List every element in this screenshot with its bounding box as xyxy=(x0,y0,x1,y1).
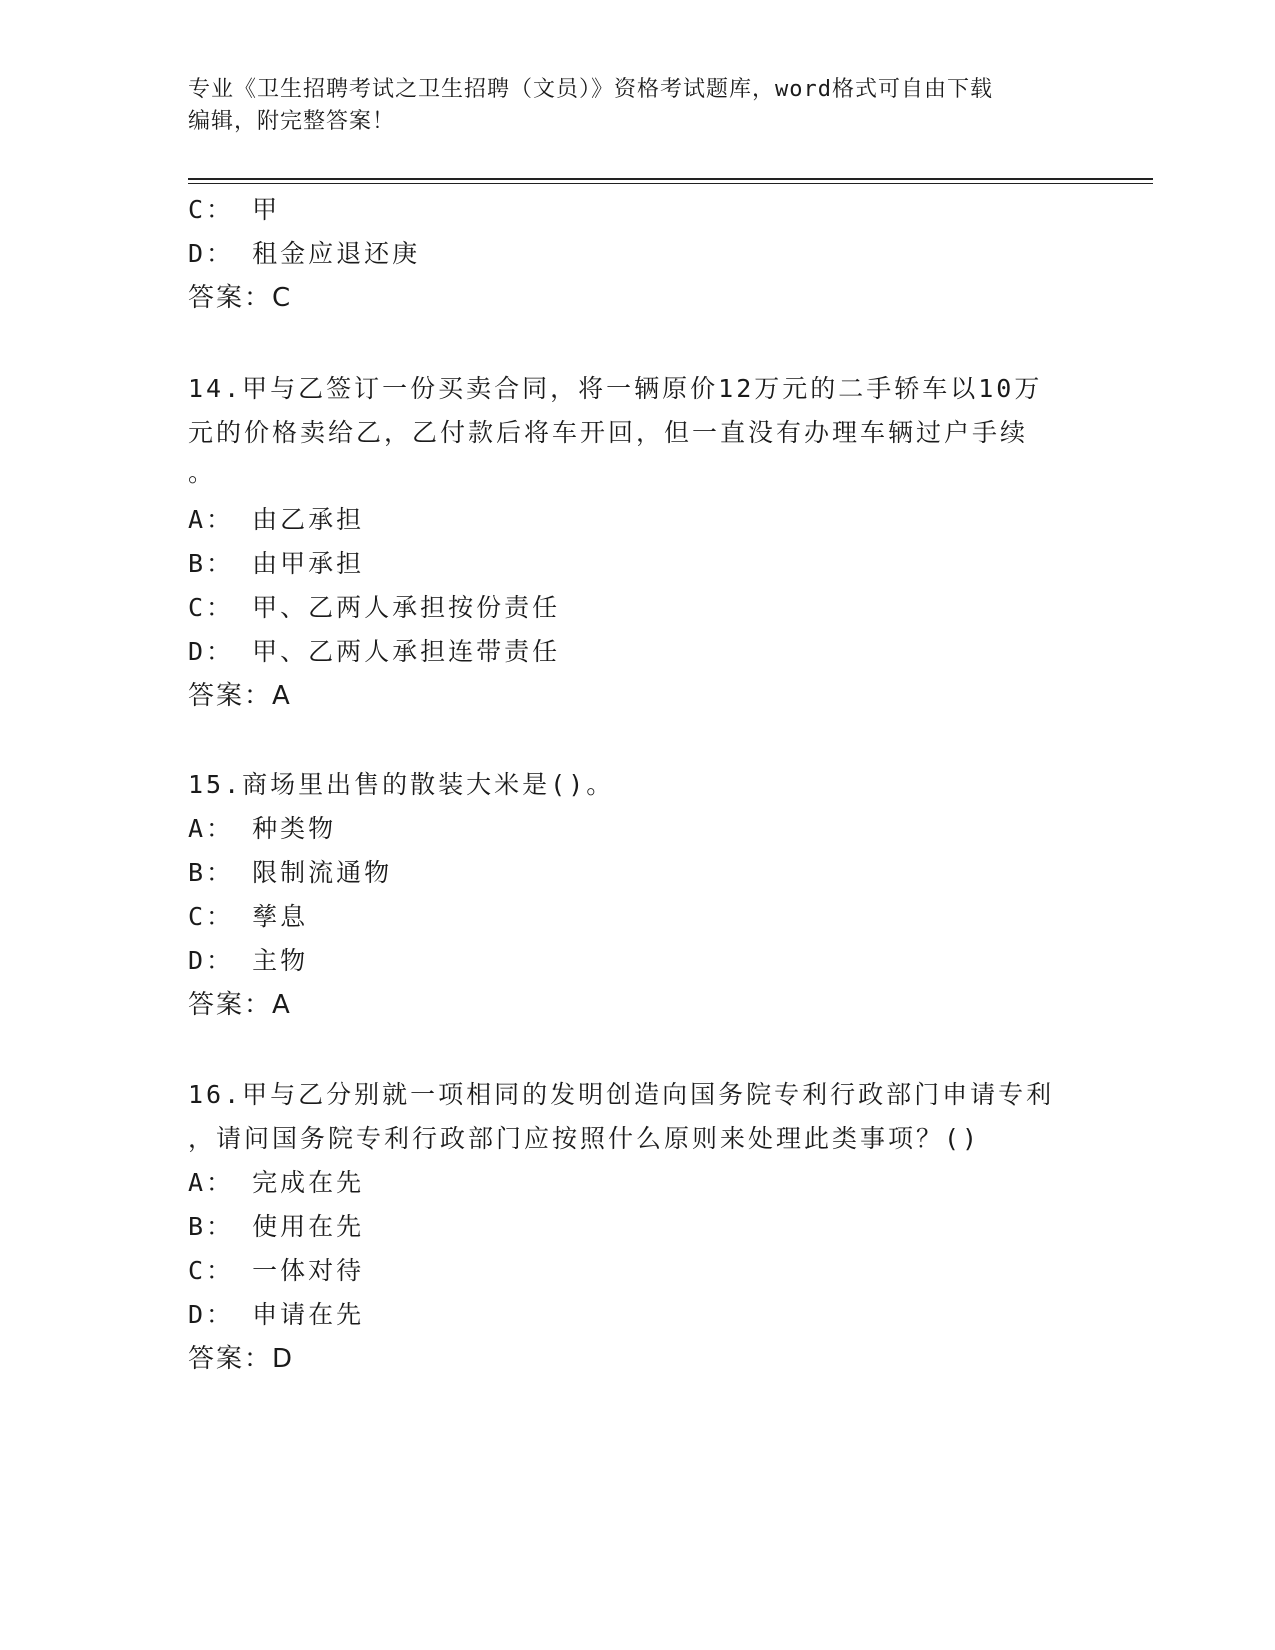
q16-option-a: A： 完成在先 xyxy=(188,1168,365,1197)
q14-stem-line-1: 14.甲与乙签订一份买卖合同，将一辆原价12万元的二手轿车以10万 xyxy=(188,374,1043,403)
prev-option-d: D： 租金应退还庚 xyxy=(188,239,421,268)
q16-stem-line-1: 16.甲与乙分别就一项相同的发明创造向国务院专利行政部门申请专利 xyxy=(188,1080,1055,1109)
prev-option-c: C： 甲 xyxy=(188,195,281,224)
prev-answer: 答案：C xyxy=(188,283,293,313)
q15-answer: 答案：A xyxy=(188,990,292,1020)
q14-option-a: A： 由乙承担 xyxy=(188,505,365,534)
q15-option-d: D： 主物 xyxy=(188,946,309,975)
q15-option-b: B： 限制流通物 xyxy=(188,858,393,887)
header-rule-thick xyxy=(188,178,1153,180)
q14-option-d: D： 甲、乙两人承担连带责任 xyxy=(188,637,561,666)
header-line-2: 编辑，附完整答案！ xyxy=(188,109,396,134)
q14-stem-line-3: 。 xyxy=(188,458,217,487)
q14-stem-line-2: 元的价格卖给乙，乙付款后将车开回，但一直没有办理车辆过户手续 xyxy=(188,418,1029,447)
q16-option-c: C： 一体对待 xyxy=(188,1256,365,1285)
q16-option-b: B： 使用在先 xyxy=(188,1212,365,1241)
header-line-1: 专业《卫生招聘考试之卫生招聘（文员）》资格考试题库，word格式可自由下载 xyxy=(188,77,993,102)
q15-option-c: C： 孳息 xyxy=(188,902,309,931)
q16-answer: 答案：D xyxy=(188,1344,295,1374)
q14-option-c: C： 甲、乙两人承担按份责任 xyxy=(188,593,561,622)
q15-stem-line-1: 15.商场里出售的散装大米是()。 xyxy=(188,770,615,799)
document-header xyxy=(188,74,1068,138)
q16-option-d: D： 申请在先 xyxy=(188,1300,365,1329)
q16-stem-line-2: ，请问国务院专利行政部门应按照什么原则来处理此类事项？() xyxy=(188,1124,981,1153)
q14-answer: 答案：A xyxy=(188,681,292,711)
q15-option-a: A： 种类物 xyxy=(188,814,337,843)
q14-option-b: B： 由甲承担 xyxy=(188,549,365,578)
header-rule-thin xyxy=(188,183,1153,184)
